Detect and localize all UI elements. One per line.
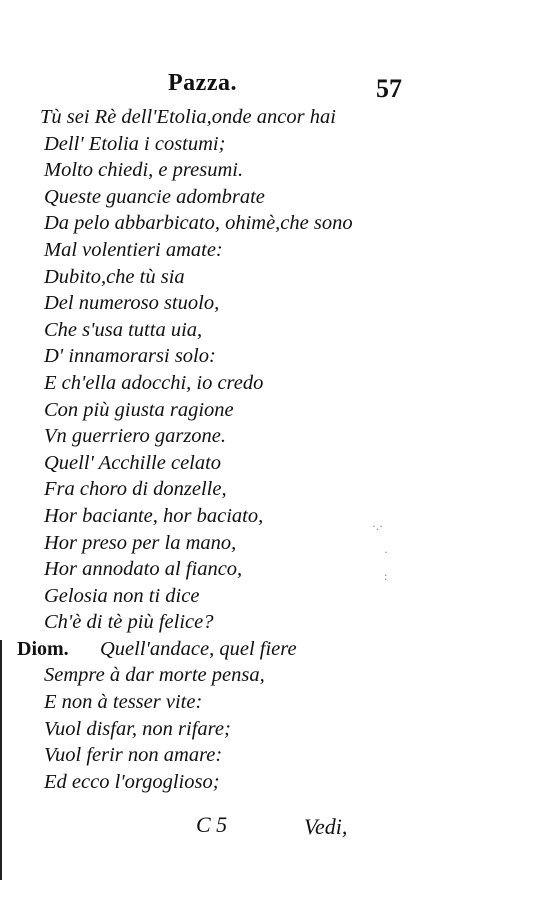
page-edge-shadow — [0, 640, 2, 880]
ink-bleed-mark: : — [384, 572, 388, 580]
verse-line: Molto chiedi, e presumi. — [44, 159, 244, 182]
verse-line: Del numeroso stuolo, — [44, 292, 220, 315]
verse-line: Hor annodato al fianco, — [44, 558, 243, 581]
speech-text: Quell'andace, quel fiere — [100, 637, 297, 660]
verse-line: E ch'ella adocchi, io credo — [44, 371, 264, 394]
verse-line: Da pelo abbarbicato, ohimè,che sono — [44, 212, 353, 235]
page-number: 57 — [376, 74, 402, 103]
verse-line: Hor baciante, hor baciato, — [44, 504, 264, 527]
verse-line: Queste guancie adombrate — [44, 185, 265, 208]
verse-line: Hor preso per la mano, — [44, 531, 237, 554]
verse-line: Ed ecco l'orgoglioso; — [44, 770, 220, 793]
verse-line: Fra choro di donzelle, — [44, 478, 227, 501]
speech-line — [0, 636, 535, 663]
page-header — [0, 68, 535, 108]
verse-line: Che s'usa tutta uia, — [44, 318, 203, 341]
verse-line: Vn guerriero garzone. — [44, 425, 227, 448]
ink-bleed-mark: · — [384, 548, 388, 556]
ink-bleed-mark: ·.· — [372, 522, 383, 530]
catchword: Vedi, — [304, 814, 348, 839]
verse-line: Gelosia non ti dice — [44, 584, 200, 607]
verse-line: D' innamorarsi solo: — [44, 345, 216, 368]
page-footer — [0, 808, 535, 844]
verse-line: Con più giusta ragione — [44, 398, 234, 421]
verse-line: Ch'è di tè più felice? — [44, 611, 214, 634]
verse-line: Mal volentieri amate: — [44, 238, 223, 261]
verse-line: E non à tesser vite: — [44, 691, 203, 714]
speaker-name: Diom. — [17, 637, 69, 660]
verse-line: Vuol disfar, non rifare; — [44, 717, 231, 740]
verse-line: Sempre à dar morte pensa, — [44, 664, 265, 687]
verse-line: Vuol ferir non amare: — [44, 744, 223, 767]
verse-line: Tù sei Rè dell'Etolia,onde ancor hai — [40, 106, 336, 128]
verse-line: Quell' Acchille celato — [44, 451, 222, 474]
verse-block — [0, 104, 535, 795]
verse-line: Dubito,che tù sia — [44, 265, 185, 288]
running-title: Pazza. — [168, 70, 237, 96]
verse-line: Dell' Etolia i costumi; — [44, 132, 226, 155]
signature-mark: C 5 — [196, 812, 228, 837]
